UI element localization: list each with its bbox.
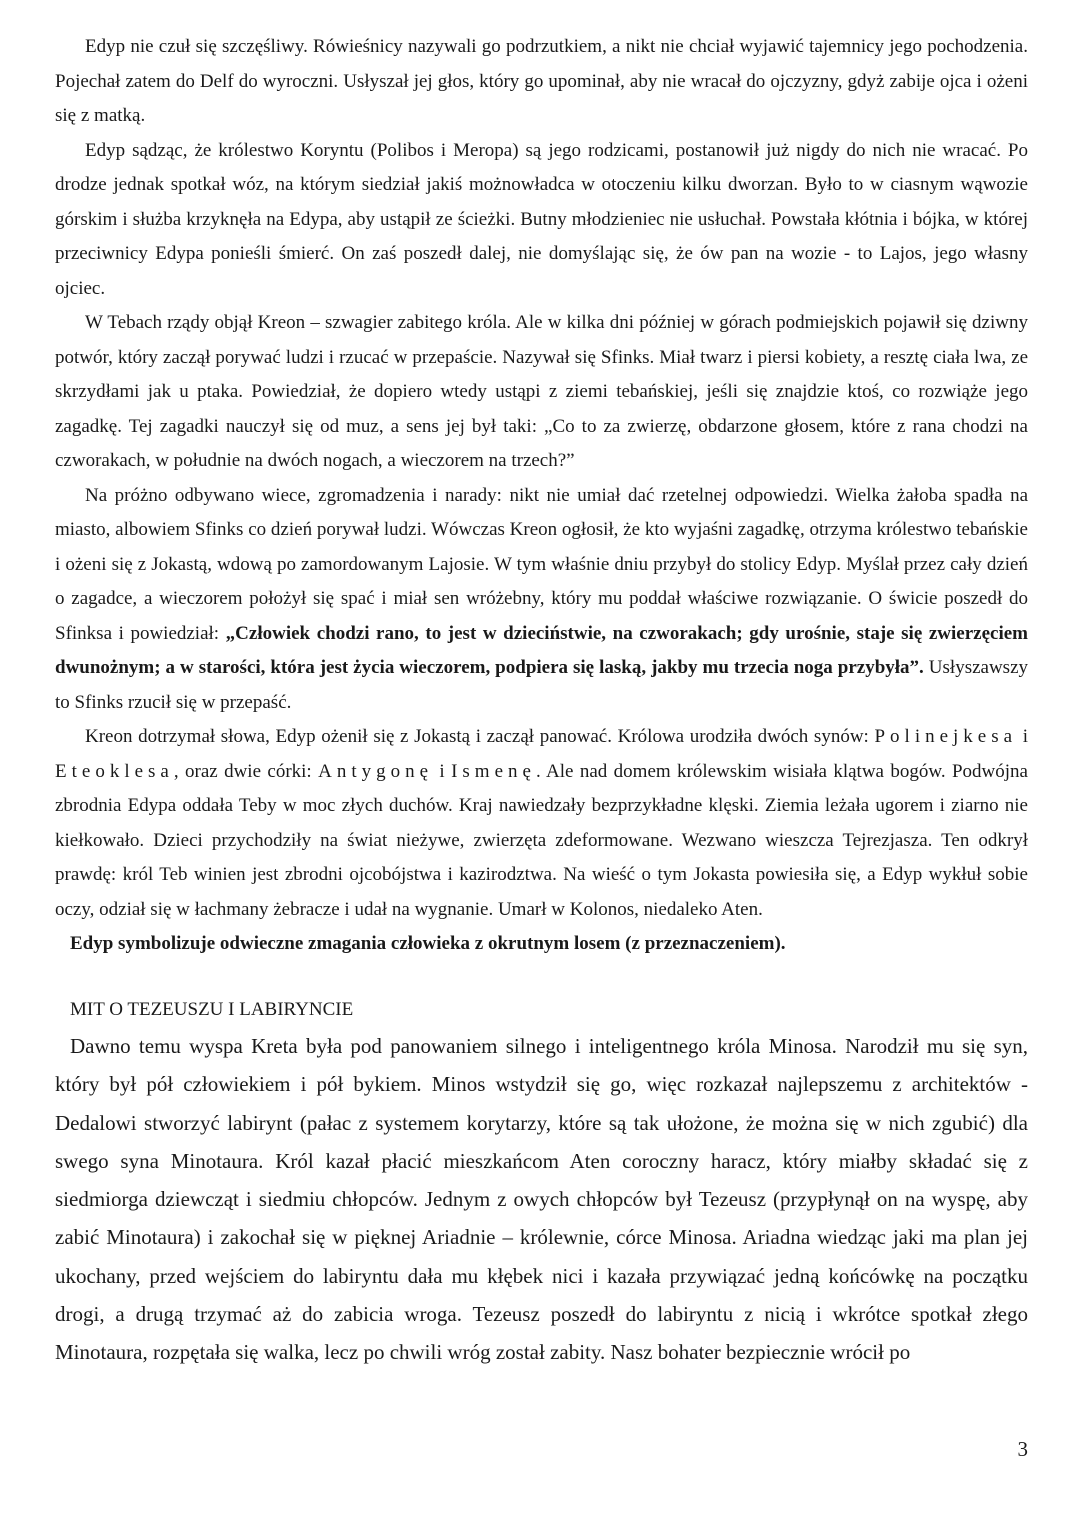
answer-intro-text: Na próżno odbywano wiece, zgromadzenia i narady: nikt nie umiał dać rzetelnej odpowiedzi. Wielka żałoba spadła na miasto, albowiem Sfinks co dzień porywał ludzi. Wówczas Kreon ogłosił, że kto wyjaśni zagadkę, otrzyma królestwo tebańskie i ożeni się z Jokastą, wdową po zamordowanym Lajosie. W tym właśnie dniu przybył do stolicy Edyp. Myślał przez cały dzień o zagadce, a wieczorem położył się spać i miał sen wróżebny, który mu poddał właściwe rozwiązanie. O świcie poszedł do Sfinksa i powiedział: <box>55 484 1028 644</box>
section-heading-tezeusz: MIT O TEZEUSZU I LABIRYNCIE <box>70 998 354 1020</box>
curse-and-1: i <box>1017 726 1028 747</box>
conclusion-statement: Edyp symbolizuje odwieczne zmagania człowieka z okrutnym losem (z przeznaczeniem). <box>70 933 786 954</box>
curse-and-2: i <box>433 760 452 782</box>
paragraph-journey: Edyp sądząc, że królestwo Koryntu (Polibos i Meropa) są jego rodzicami, postanowił już nigdy do nich nie wracać. Po drodze jednak spotkał wóz, na którym siedział jakiś możnowładca w otoczeniu kilku dworzan. Było to w ciasnym wąwozie górskim i służba krzyknęła na Edypa, aby ustąpił ze ścieżki. Butny młodzieniec nie usłuchał. Powstała kłótnia i bójka, w której przeciwnicy Edypa ponieśli śmierć. On zaś poszedł dalej, nie domyślając się, że ów pan na wozie - to Lajos, jego własny ojciec. <box>55 139 1028 299</box>
paragraph-curse <box>55 720 1028 927</box>
name-polinejkes: Polinejkesa <box>874 726 1018 747</box>
paragraph-labyrinth: Dawno temu wyspa Kreta była pod panowaniem silnego i inteligentnego króla Minosa. Narodził mu się syn, który był pół człowiekiem i pół bykiem. Minos wstydził się go, więc rozkazał najlepszemu z architektów - Dedalowi stworzyć labirynt (pałac z systemem korytarzy, które są tak ułożone, że można się w nich zgubić) dla swego syna Minotaura. Król kazał płacić mieszkańcom Aten coroczny haracz, który miałby składać się z siedmiorga dziewcząt i siedmiu chłopców. Jednym z owych chłopców był Tezeusz (przypłynął on na wyspę, aby zabić Minotaura) i zakochał się w pięknej Ariadnie – królewnie, córce Minosa. Ariadna wiedząc jaki ma plan jej ukochany, przed wejściem do labiryntu dała mu kłębek nici i kazała przywiązać jedną końcówkę na początku drogi, a drugą trzymać aż do zabicia wroga. Tezeusz poszedł do labiryntu z nicią i wkrótce spotkał złego Minotaura, rozpętała się walka, lecz po chwili wróg został zabity. Nasz bohater bezpiecznie wrócił po <box>55 1034 1028 1365</box>
page-number: 3 <box>1017 1437 1028 1461</box>
answer-outro-text: Usłyszawszy to Sfinks rzucił się w przepaść. <box>55 657 1028 713</box>
curse-text-b: , oraz dwie córki: <box>173 760 319 782</box>
document-page <box>55 30 1028 1372</box>
curse-text-c: . Ale nad domem królewskim wisiała klątwa bogów. Podwójna zbrodnia Edypa oddała Teby w moc złych duchów. Kraj nawiedzały bezprzykładne klęski. Ziemia leżała ugorem i ziarno nie kiełkowało. Dzieci przychodziły na świat nieżywe, zwierzęta zdeformowane. Wezwano wieszcza Tejrezjasza. Ten odkrył prawdę: król Teb winien jest zbrodni ojcobójstwa i kazirodztwa. Na wieść o tym Jokasta powiesiła się, a Edyp wykłuł sobie oczy, odział się w łachmany żebracze i udał na wygnanie. Umarł w Kolonos, niedaleko Aten. <box>55 760 1028 920</box>
curse-text-a: Kreon dotrzymał słowa, Edyp ożenił się z Jokastą i zaczął panować. Królowa urodziła dwóch synów: <box>85 726 875 747</box>
paragraph-riddle-answer <box>55 479 1028 721</box>
name-antygona: Antygonę <box>318 760 434 782</box>
paragraph-sphinx: W Tebach rządy objął Kreon – szwagier zabitego króla. Ale w kilka dni później w górach podmiejskich pojawił się dziwny potwór, który zaczął porywać ludzi i rzucać w przepaście. Nazywał się Sfinks. Miał twarz i piersi kobiety, a resztę ciała lwa, ze skrzydłami jak u ptaka. Powiedział, że dopiero wtedy ustąpi z ziemi tebańskiej, jeśli się znajdzie ktoś, co rozwiąże jego zagadkę. Tej zagadki nauczył się od muz, a sens jej był taki: „Co to za zwierzę, obdarzone głosem, które z rana chodzi na czworakach, w południe na dwóch nogach, a wieczorem na trzech?” <box>55 312 1028 471</box>
riddle-answer-quote: „Człowiek chodzi rano, to jest w dzieciństwie, na czworakach; gdy urośnie, staje się zwierzęciem dwunożnym; a w starości, która jest życia wieczorem, podpiera się laską, jakby mu trzecia noga przybyła”. <box>55 622 1028 678</box>
paragraph-oracle: Edyp nie czuł się szczęśliwy. Rówieśnicy nazywali go podrzutkiem, a nikt nie chciał wyjawić tajemnicy jego pochodzenia. Pojechał zatem do Delf do wyroczni. Usłyszał jej głos, który go upominał, aby nie wracał do ojczyzny, gdyż zabije ojca i ożeni się z matką. <box>55 36 1028 126</box>
name-ismena: Ismenę <box>451 760 536 782</box>
name-eteokles: Eteoklesa <box>55 760 174 782</box>
